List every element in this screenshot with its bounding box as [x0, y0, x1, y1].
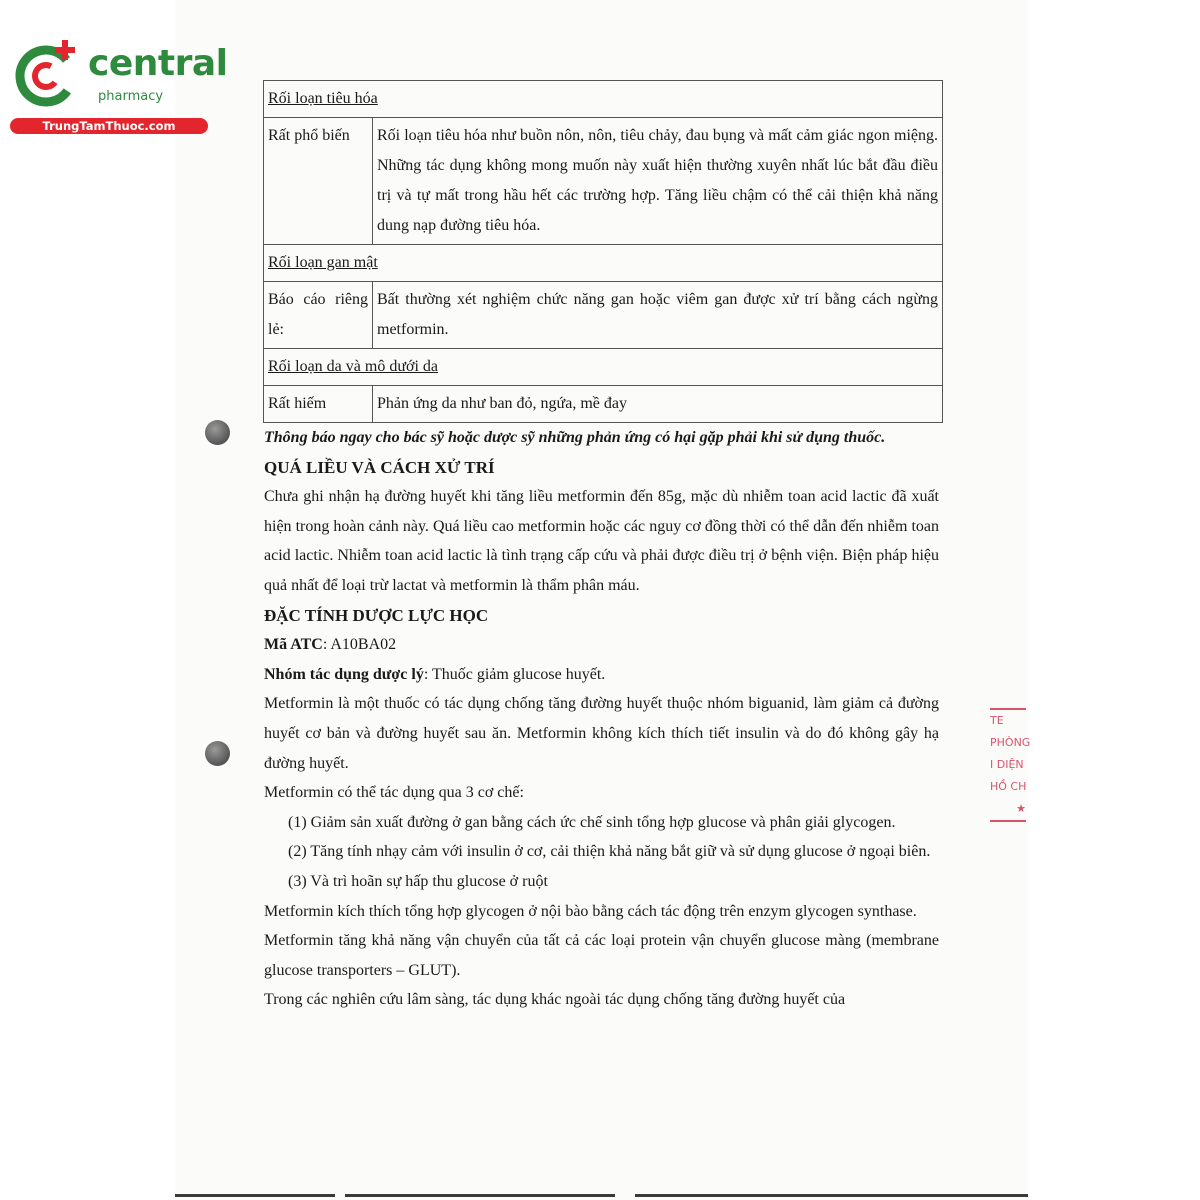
- table-row: [264, 349, 943, 386]
- section-header-skin: [264, 349, 943, 386]
- section-header-label: Rối loạn da và mô dưới da: [268, 358, 438, 375]
- document-body: [264, 423, 939, 1015]
- scan-edge-line: [635, 1194, 1028, 1197]
- pharmacodynamics-heading: ĐẶC TÍNH DƯỢC LỰC HỌC: [264, 605, 489, 625]
- table-row: [264, 81, 943, 118]
- side-effects-table: [263, 80, 943, 423]
- mechanism-list-item: (2) Tăng tính nhạy cảm với insulin ở cơ, cải thiện khả năng bắt giữ và sử dụng glucose ở ngoại biên.: [288, 843, 931, 861]
- section-header-liver: [264, 245, 943, 282]
- central-pharmacy-logo[interactable]: [10, 38, 228, 138]
- stamp-text: ★: [1016, 802, 1026, 815]
- atc-value: : A10BA02: [322, 636, 397, 654]
- description-cell: Phản ứng da như ban đỏ, ngứa, mề đay: [373, 386, 943, 423]
- table-row: [264, 282, 943, 349]
- stamp-text: HỒ CH: [990, 780, 1027, 793]
- logo-subtitle: pharmacy: [98, 89, 164, 104]
- section-header-label: Rối loạn tiêu hóa: [268, 90, 378, 107]
- frequency-cell: Rất hiếm: [264, 386, 373, 423]
- section-header-label: Rối loạn gan mật: [268, 254, 378, 271]
- table-row: [264, 386, 943, 423]
- stamp-text: TE: [990, 714, 1004, 727]
- warning-note: Thông báo ngay cho bác sỹ hoặc dược sỹ những phản ứng có hại gặp phải khi sử dụng thuốc.: [264, 429, 886, 446]
- glycogen-paragraph: Metformin kích thích tổng hợp glycogen ở nội bào bằng cách tác động trên enzym glycogen synthase.: [264, 902, 917, 920]
- glut-paragraph: Metformin tăng khả năng vận chuyển của tất cả các loại protein vận chuyển glucose màng (membrane glucose transporters – GLUT).: [264, 932, 939, 979]
- atc-code-line: [264, 630, 939, 660]
- scan-edge-line: [345, 1194, 615, 1197]
- logo-name: central: [88, 43, 228, 84]
- table-row: [264, 118, 943, 245]
- frequency-cell: Báo cáo riêng lẻ:: [264, 282, 373, 349]
- group-label: Nhóm tác dụng dược lý: [264, 665, 424, 683]
- overdose-heading: QUÁ LIỀU VÀ CÁCH XỬ TRÍ: [264, 457, 495, 477]
- mechanism-intro: Metformin có thể tác dụng qua 3 cơ chế:: [264, 784, 524, 802]
- description-cell: Rối loạn tiêu hóa như buồn nôn, nôn, tiêu chảy, đau bụng và mất cảm giác ngon miệng. Những tác dụng không mong muốn này xuất hiện thường xuyên nhất lúc bắt đầu điều trị và tự mất trong hầu hết các trường hợp. Tăng liều chậm có thể cải thiện khả năng dung nạp đường tiêu hóa.: [373, 118, 943, 245]
- clinical-studies-paragraph: Trong các nghiên cứu lâm sàng, tác dụng khác ngoài tác dụng chống tăng đường huyết của: [264, 991, 846, 1009]
- stamp-text: I DIỆN: [990, 758, 1024, 771]
- description-cell: Bất thường xét nghiệm chức năng gan hoặc viêm gan được xử trí bằng cách ngừng metformin.: [373, 282, 943, 349]
- atc-label: Mã ATC: [264, 636, 323, 654]
- mechanism-list-item: (1) Giảm sản xuất đường ở gan bằng cách ức chế sinh tổng hợp glucose và phân giải glycogen.: [288, 813, 896, 831]
- official-stamp: [990, 708, 1030, 858]
- punch-hole-icon: [205, 420, 230, 445]
- table-row: [264, 245, 943, 282]
- central-logo-icon: [10, 38, 82, 110]
- scan-edge-line: [175, 1194, 335, 1197]
- section-header-digestive: [264, 81, 943, 118]
- stamp-text: PHÒNG: [990, 736, 1031, 749]
- punch-hole-icon: [205, 741, 230, 766]
- logo-domain-badge: TrungTamThuoc.com: [10, 118, 208, 134]
- frequency-cell: Rất phổ biến: [264, 118, 373, 245]
- mechanism-paragraph: Metformin là một thuốc có tác dụng chống tăng đường huyết thuộc nhóm biguanid, làm giảm cả đường huyết cơ bản và đường huyết sau ăn. Metformin không kích thích tiết insulin và do đó không gây hạ đường huyết.: [264, 695, 939, 772]
- mechanism-list-item: (3) Và trì hoãn sự hấp thu glucose ở ruột: [288, 872, 548, 890]
- stamp-border: [990, 820, 1026, 822]
- pharmacologic-group-line: [264, 660, 939, 690]
- overdose-paragraph: Chưa ghi nhận hạ đường huyết khi tăng liều metformin đến 85g, mặc dù nhiễm toan acid lactic đã xuất hiện trong hoàn cảnh này. Quá liều cao metformin hoặc các nguy cơ đồng thời có thể dẫn đến nhiễm toan acid lactic. Nhiễm toan acid lactic là tình trạng cấp cứu và phải được điều trị ở bệnh viện. Biện pháp hiệu quả nhất để loại trừ lactat và metformin là thẩm phân máu.: [264, 488, 939, 594]
- group-value: : Thuốc giảm glucose huyết.: [423, 665, 606, 683]
